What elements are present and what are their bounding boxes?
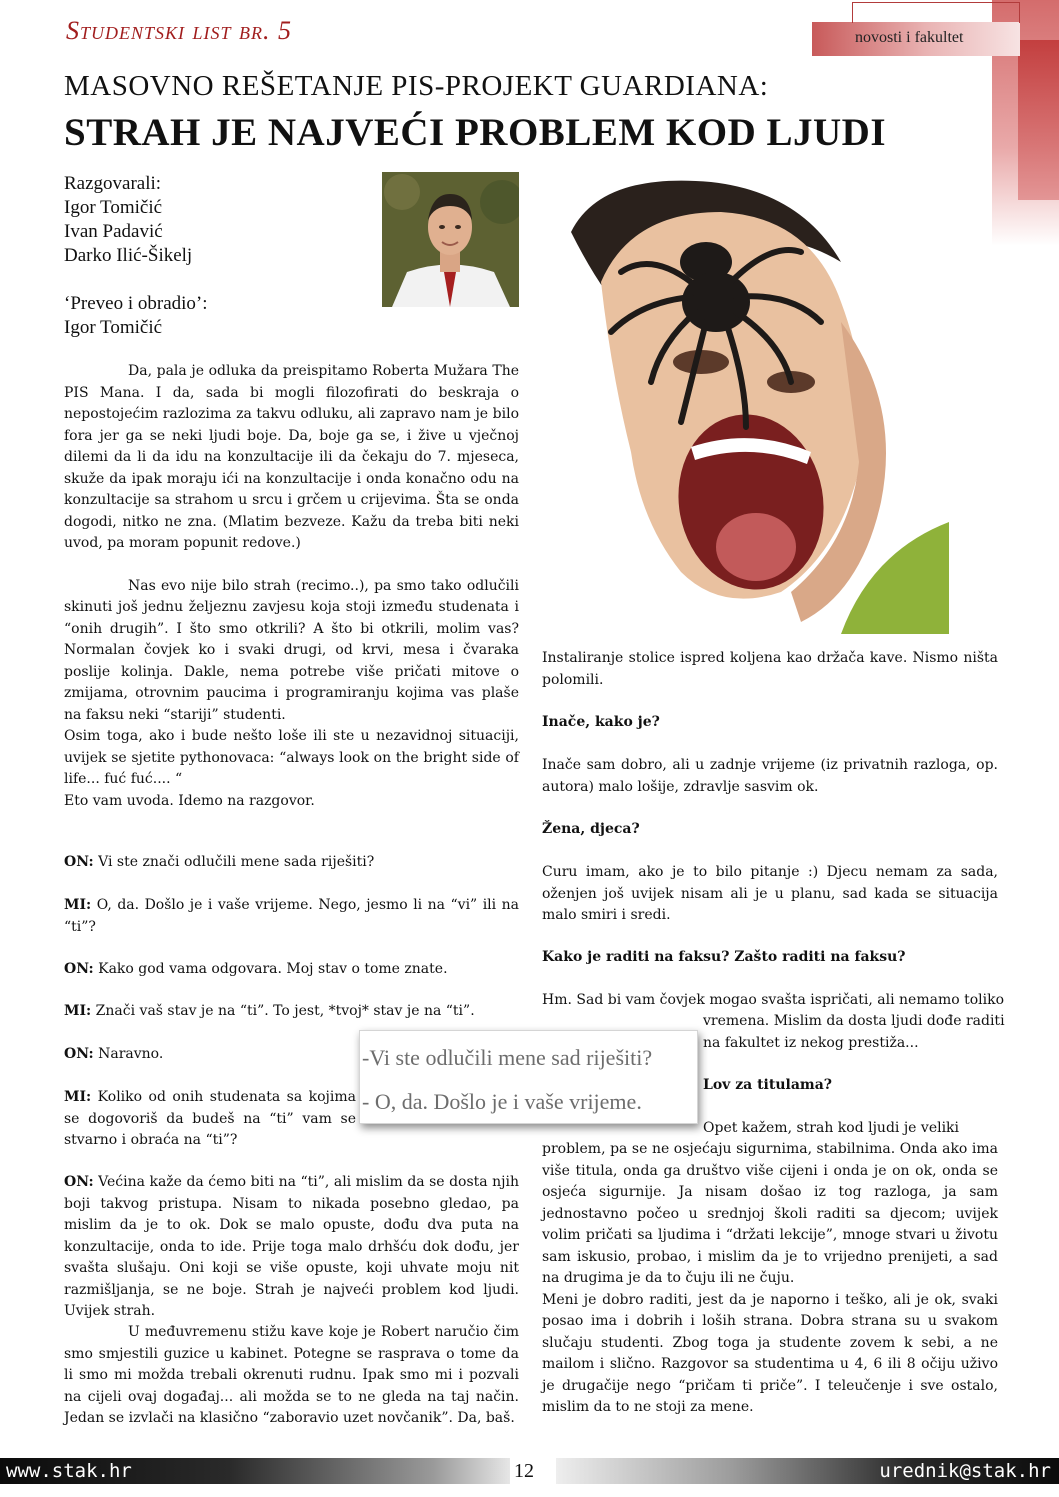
dialog-on-2 <box>64 959 519 981</box>
dialog-mi-3 <box>64 1087 356 1152</box>
question <box>542 712 998 734</box>
outro-text: U međuvremenu stižu kave koje je Robert naručio čim smo smjestili guzice u kabinet. Potegne se rasprava o tome da li smo mi možda trebali okrenuti rudnu. Ipak smo mi i pozvali na cijeli ovaj događaj... ali možda se to ne gleda na taj način. Jedan se izvlači na klasično “zaboravio uzet novčanik”. Da, baš. <box>64 1324 519 1426</box>
question-text: Žena, djeca? <box>542 821 640 837</box>
speaker-label: MI: <box>64 897 92 913</box>
credit-name: Darko Ilić-Šikelj <box>64 245 193 266</box>
credit-name: Igor Tomičić <box>64 197 163 218</box>
credits-label: Razgovarali: <box>64 173 162 194</box>
answer <box>703 1011 1005 1054</box>
website-link[interactable]: www.stak.hr <box>6 1460 132 1482</box>
answer-text: Inače sam dobro, ali u zadnje vrijeme (iz privatnih razloga, op. autora) malo lošije, zdravlje sasvim ok. <box>542 757 998 795</box>
screaming-woman-spider-illustration <box>541 172 949 634</box>
pull-quote-line: - O, da. Došlo je i vaše vrijeme. <box>362 1089 642 1114</box>
question <box>542 947 998 969</box>
answer-text: Meni je dobro raditi, jest da je naporno i teško, ali je ok, svaki posao ima i dobrih i loših strana. Dobra strana su u svakom slučaju studenti. Zbog toga ja studente zovem k sebi, a ne mailom i slično. Razgovor sa studentima u 4, 6 ili 8 očiju uživo je drugačije nego “pričam ti priče”. I teleučenje i sve ostalo, mislim da to ne stoji za mene. <box>542 1291 998 1415</box>
dialog-on-1 <box>64 852 519 874</box>
speaker-label: MI: <box>64 1089 92 1105</box>
speaker-label: MI: <box>64 1003 92 1019</box>
question-text: Kako je raditi na faksu? Zašto raditi na faksu? <box>542 949 906 965</box>
speaker-label: ON: <box>64 1046 94 1062</box>
magazine-title: Studentski list br. 5 <box>66 16 293 45</box>
email-link[interactable]: urednik@stak.hr <box>879 1460 1051 1482</box>
speaker-label: ON: <box>64 961 94 977</box>
photo-caption <box>542 648 998 691</box>
speaker-label: ON: <box>64 854 94 870</box>
dialog-text: Naravno. <box>93 1046 164 1062</box>
question <box>703 1075 998 1097</box>
answer-text: Curu imam, ako je to bilo pitanje :) Djecu nemam za sada, oženjen još uvijek nisam ali je u planu, sad kada se situacija malo smiri i sredi. <box>542 864 998 923</box>
translator-label: ‘Preveo i obradio’: <box>64 293 208 314</box>
translator-name: Igor Tomičić <box>64 317 163 338</box>
article-photo <box>541 172 949 634</box>
dialog-text: Koliko od onih studenata sa kojima se dogovoriš da budeš na “ti” vam se stvarno i obraća na “ti”? <box>64 1089 356 1148</box>
answer-text: problem, pa se ne osjećaju sigurnima, stabilnima. Onda ako ima više titula, onda ga društvo više cijeni i onda je on ok, onda se osjeća sigurnije. Ja nisam došao iz tog razloga, ja sam jednostavno počeo u srednjoj školi raditi sa djecom; uvijek volim pričati sa ljudima i “držati lekcije”, mnoge stvari u životu sam iskusio, probao, i mislim da je to vrijedno prenijeti, a sad na drugima je da to čuju ili ne čuju. <box>542 1141 998 1286</box>
answer <box>542 1139 998 1419</box>
intro-paragraph: Nas evo nije bilo strah (recimo..), pa smo tako odlučili skinuti još jednu željeznu zavjesu koja stoji između studenata i “onih drugih”. I što smo otkrili? A što bi otkrili, molim vas? Normalan čovjek ko i svaki drugi, od krvi, mesa i čvaraka poslije kolinja. Dakle, nema potrebe više pričati mitove o zmijama, otrovnim paucima i programiranju kojima vas plaše na faksu neki “stariji” studenti. <box>64 577 519 723</box>
pull-quote <box>359 1030 698 1124</box>
answer <box>542 755 998 798</box>
credit-name: Ivan Padavić <box>64 221 163 242</box>
dialog-mi-1 <box>64 895 519 938</box>
header-decoration-bar <box>1018 40 1059 200</box>
outro-paragraph <box>64 1322 519 1430</box>
intro-paragraph: Eto vam uvoda. Idemo na razgovor. <box>64 792 315 809</box>
dialog-text: Kako god vama odgovara. Moj stav o tome znate. <box>93 961 448 977</box>
section-tag-outline <box>852 2 1020 23</box>
article-headline: STRAH JE NAJVEĆI PROBLEM KOD LJUDI <box>64 111 887 154</box>
answer <box>542 990 1005 1012</box>
answer <box>542 862 998 927</box>
answer-text: Opet kažem, strah kod ljudi je veliki <box>703 1120 960 1136</box>
portrait-photo <box>382 172 519 307</box>
dialog-text: Vi ste znači odlučili mene sada riješiti? <box>93 854 375 870</box>
question-text: Lov za titulama? <box>703 1077 832 1093</box>
intro-paragraph: Da, pala je odluka da preispitamo Roberta Mužara The PIS Mana. I da, sada bi mogli filozofirati do beskraja o nepostojećim razlozima za takvu odluku, ali zapravo nam je bilo fora jer ga se neki ljudi boje. Da, boje ga se, i žive u vječnoj dilemi da li da idu na konzultacije ili da čekaju do 7. mjeseca, skuže da ipak moraju ići na konzultacije i onda konačno odu na konzultacije sa strahom u srcu i grčem u crijevima. Šta se onda dogodi, nitko ne zna. (Mlatim bezveze. Kažu da treba biti neki uvod, pa moram popunit redove.) <box>64 363 519 551</box>
question-text: Inače, kako je? <box>542 714 660 730</box>
article-kicker: MASOVNO REŠETANJE PIS-PROJEKT GUARDIANA: <box>64 70 769 102</box>
dialog-mi-2 <box>64 1001 519 1023</box>
page-number: 12 <box>514 1460 534 1482</box>
dialog-on-4 <box>64 1172 519 1323</box>
dialog-text: Većina kaže da ćemo biti na “ti”, ali mislim da se dosta njih boji takvog pristupa. Nisam to nikada posebno gledao, pa mislim da je to ok. Dok se malo opuste, dođu dva puta na konzultacije, onda to ide. Prije toga malo drhšću dok dođu, jer svašta slušaju. Oni koji se više opuste, koji uhvate moju nit razmišljanja, se ne boje. Strah je najveći problem kod ljudi. Uvijek strah. <box>64 1174 519 1319</box>
speaker-label: ON: <box>64 1174 94 1190</box>
answer-text: na fakultet iz nekog prestiža... <box>703 1034 919 1051</box>
answer <box>703 1118 998 1140</box>
left-column <box>64 361 519 812</box>
caption-text: Instaliranje stolice ispred koljena kao držača kave. Nismo ništa polomili. <box>542 650 998 688</box>
answer-text: Hm. Sad bi vam čovjek mogao svašta ispričati, ali nemamo toliko <box>542 992 1005 1008</box>
pull-quote-line: -Vi ste odlučili mene sad riješiti? <box>362 1045 653 1070</box>
section-tag: novosti i fakultet <box>855 29 964 46</box>
answer-text: vremena. Mislim da dosta ljudi dođe raditi <box>703 1013 1005 1029</box>
portrait-illustration <box>382 172 519 307</box>
dialog-text: Znači vaš stav je na “ti”. To jest, *tvoj* stav je na “ti”. <box>91 1003 475 1019</box>
question <box>542 819 998 841</box>
dialog-text: O, da. Došlo je i vaše vrijeme. Nego, jesmo li na “vi” ili na “ti”? <box>64 897 519 935</box>
intro-paragraph: Osim toga, ako i bude nešto loše ili ste u nezavidnoj situaciji, uvijek se sjetite pythonovaca: “always look on the bright side of life... fuć fuć.... “ <box>64 728 519 787</box>
credits <box>64 172 208 340</box>
